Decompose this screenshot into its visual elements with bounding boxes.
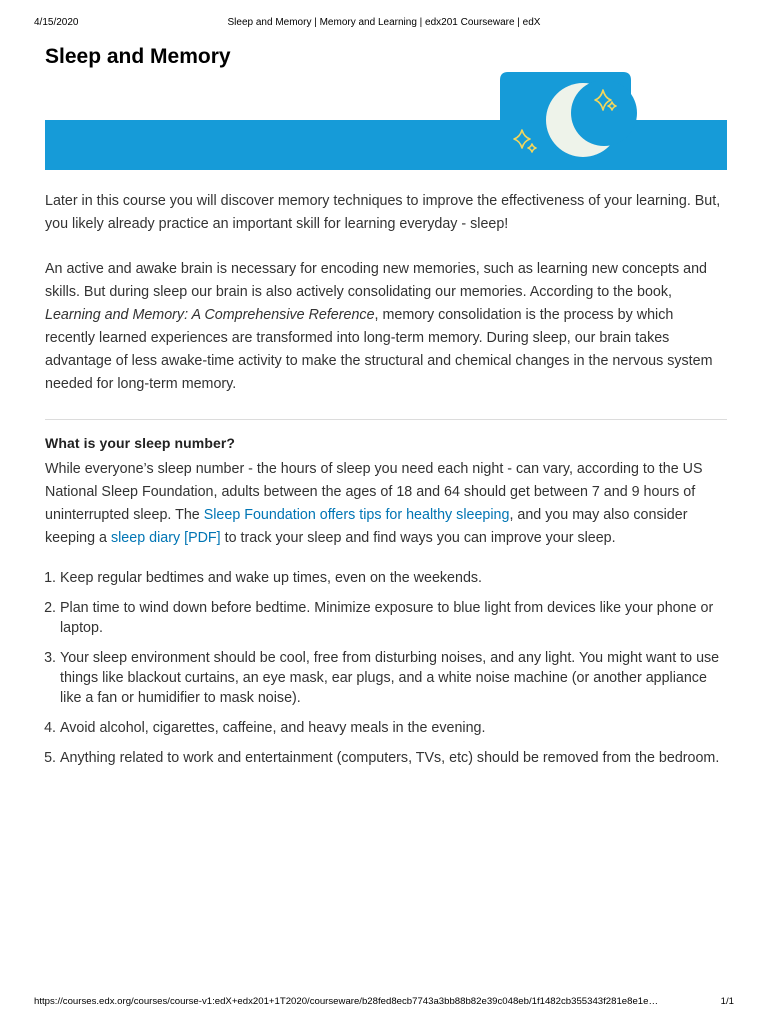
consolidation-paragraph	[45, 258, 727, 396]
page-number: 1/1	[720, 996, 734, 1007]
sleep-foundation-link[interactable]: Sleep Foundation offers tips for healthy sleeping	[203, 507, 510, 523]
list-item: 3. Your sleep environment should be cool, free from disturbing noises, and any light. You might want to use things like blackout curtains, an eye mask, ear plugs, and a white noise machine (or another appliance like a fan or humidifier to mask noise).	[60, 648, 727, 708]
print-url: https://courses.edx.org/courses/course-v1:edX+edx201+1T2020/courseware/b28fed8ecb7743a3bb88b82e39c048eb/1f1482cb355343f281e8e1e…	[34, 996, 659, 1007]
list-item: 2. Plan time to wind down before bedtime. Minimize exposure to blue light from devices like your phone or laptop.	[60, 598, 727, 638]
sleep-tips-list	[45, 568, 727, 768]
print-date: 4/15/2020	[34, 17, 79, 28]
page-title: Sleep and Memory	[45, 45, 231, 68]
sleep-number-text-3: to track your sleep and find ways you can improve your sleep.	[220, 530, 616, 546]
list-item: 5. Anything related to work and entertainment (computers, TVs, etc) should be removed from the bedroom.	[60, 748, 727, 768]
print-page-title: Sleep and Memory | Memory and Learning | edx201 Courseware | edX	[227, 17, 541, 28]
header-banner	[45, 72, 727, 170]
section-divider	[45, 419, 727, 420]
consolidation-text-1: An active and awake brain is necessary for encoding new memories, such as learning new concepts and skills. But during sleep our brain is also actively consolidating our memories. According to the book,	[45, 261, 707, 300]
list-item: 4. Avoid alcohol, cigarettes, caffeine, and heavy meals in the evening.	[60, 718, 727, 738]
book-title: Learning and Memory: A Comprehensive Reference	[45, 307, 375, 323]
consolidation-text-2: , memory consolidation is the process by which recently learned experiences are transformed into long-term memory. During sleep, our brain takes advantage of less awake-time activity to make the structural and chemical changes in the nervous system needed for long-term memory.	[45, 307, 713, 392]
main-content	[45, 190, 727, 778]
list-item: 1. Keep regular bedtimes and wake up times, even on the weekends.	[60, 568, 727, 588]
sleep-diary-link[interactable]: sleep diary [PDF]	[110, 530, 221, 546]
print-footer	[34, 996, 734, 1010]
sleep-number-text-1: While everyone’s sleep number - the hours of sleep you need each night - can vary, according to the US National Sleep Foundation, adults between the ages of 18 and 64 should get between 7 and 9 hours of uninterrupted sleep. The	[45, 461, 703, 523]
sleep-number-text-2: , and you may also consider keeping a	[45, 507, 688, 546]
sleep-number-paragraph	[45, 458, 727, 550]
section-heading: What is your sleep number?	[45, 435, 236, 451]
intro-paragraph: Later in this course you will discover memory techniques to improve the effectiveness of your learning. But, you likely already practice an important skill for learning everyday - sleep!	[45, 193, 721, 232]
print-header	[34, 17, 734, 31]
